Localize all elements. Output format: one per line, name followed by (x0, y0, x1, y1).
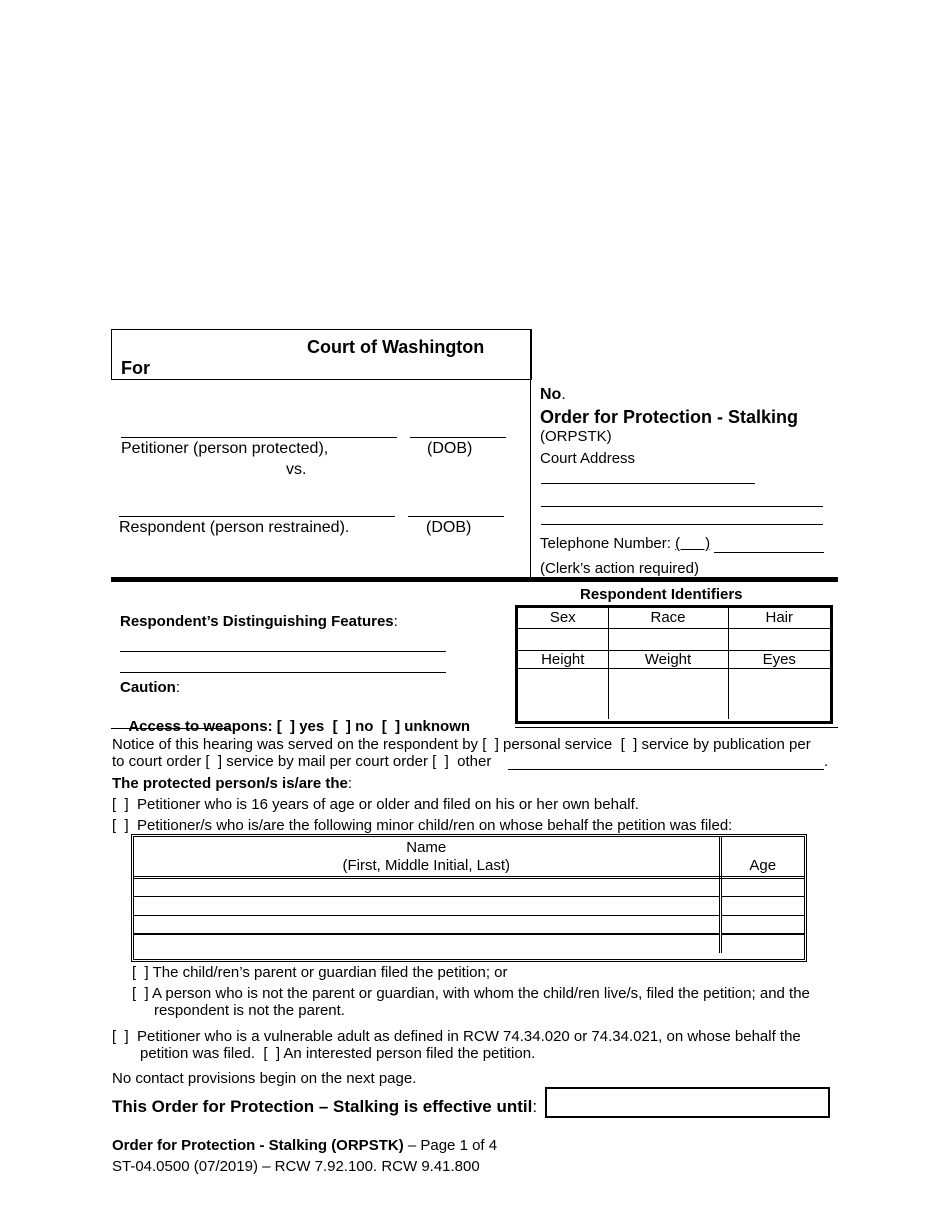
identifiers-bottom-rule (515, 727, 838, 728)
features-bottom-rule (111, 728, 231, 729)
identifiers-title: Respondent Identifiers (580, 586, 743, 603)
child-name-cell[interactable] (134, 896, 720, 915)
weapons-label: Access to weapons (128, 718, 268, 735)
children-table (134, 837, 804, 953)
order-title: Order for Protection - Stalking (540, 407, 799, 427)
protected-option-1[interactable]: [ ] Petitioner who is 16 years of age or older and filed on his or her own behalf. (112, 796, 639, 813)
hair-value[interactable] (728, 628, 830, 650)
child-age-cell[interactable] (720, 934, 804, 953)
protected-heading-label: The protected person/s is/are the (112, 775, 348, 792)
caution-colon: : (175, 679, 180, 696)
case-number (540, 386, 566, 404)
height-header: Height (518, 650, 608, 668)
children-row (134, 934, 804, 953)
children-name-sublabel: (First, Middle Initial, Last) (342, 857, 511, 874)
petitioner-dob-label: (DOB) (427, 440, 473, 457)
respondent-name-line[interactable] (119, 516, 395, 517)
caption-divider (111, 379, 531, 380)
protected-option-3-line-2[interactable]: petition was filed. [ ] An interested person filed the petition. (140, 1045, 536, 1062)
identifiers-box (515, 605, 833, 724)
protected-option-2[interactable]: [ ] Petitioner/s who is/are the following minor child/ren on whose behalf the petition was filed: (112, 817, 733, 834)
effective-until-colon: : (532, 1097, 538, 1116)
children-name-label: Name (406, 839, 447, 856)
protected-heading-colon: : (347, 775, 353, 792)
child-name-cell[interactable] (134, 877, 720, 896)
respondent-dob-label: (DOB) (426, 519, 472, 536)
notice-line-1: Notice of this hearing was served on the respondent by [ ] personal service [ ] service by publication per (112, 736, 811, 753)
case-number-dot: . (561, 386, 566, 403)
case-number-label: No (540, 386, 562, 403)
court-address-line-1[interactable] (541, 483, 755, 484)
court-title: Court of Washington (307, 337, 485, 357)
hair-header: Hair (728, 608, 830, 628)
telephone-row (540, 535, 710, 552)
notice-other-line[interactable] (508, 769, 824, 770)
child-age-cell[interactable] (720, 896, 804, 915)
children-row (134, 896, 804, 915)
identifiers-value-row-1 (518, 628, 830, 650)
features-colon: : (393, 613, 398, 630)
petitioner-label: Petitioner (person protected), (121, 440, 329, 457)
children-age-header: Age (720, 837, 804, 877)
child-name-cell[interactable] (134, 915, 720, 934)
children-row (134, 915, 804, 934)
respondent-label: Respondent (person restrained). (119, 519, 350, 536)
features-line-2[interactable] (120, 672, 446, 673)
caution-heading (120, 679, 180, 696)
eyes-value[interactable] (728, 668, 830, 719)
respondent-dob-line[interactable] (408, 516, 504, 517)
race-header: Race (608, 608, 728, 628)
order-code: (ORPSTK) (540, 428, 612, 445)
effective-until-row (112, 1097, 537, 1117)
children-table-box (131, 834, 807, 962)
children-row (134, 877, 804, 896)
height-value[interactable] (518, 668, 608, 719)
caution-label: Caution (120, 679, 176, 696)
sex-value[interactable] (518, 628, 608, 650)
telephone-label: Telephone Number: (540, 535, 671, 552)
petitioner-dob-line[interactable] (410, 437, 506, 438)
child-name-cell[interactable] (134, 934, 720, 953)
footer-form-ref: ST-04.0500 (07/2019) – RCW 7.92.100. RCW 9.41.800 (112, 1158, 480, 1175)
weapons-options[interactable]: : [ ] yes [ ] no [ ] unknown (267, 718, 471, 735)
features-line-1[interactable] (120, 651, 446, 652)
court-address-label: Court Address (540, 450, 636, 467)
notice-period: . (824, 753, 829, 770)
identifiers-table (518, 608, 830, 719)
eyes-header: Eyes (728, 650, 830, 668)
vs-label: vs. (286, 461, 307, 478)
caption-vertical-divider (530, 329, 531, 579)
no-contact-note: No contact provisions begin on the next page. (112, 1070, 417, 1087)
telephone-area-code: ( ) (675, 535, 711, 552)
sex-header: Sex (518, 608, 608, 628)
court-address-line-3[interactable] (541, 524, 823, 525)
footer-title-row (112, 1137, 497, 1154)
for-label: For (121, 358, 150, 378)
features-heading (120, 613, 398, 630)
clerk-action-note: (Clerk’s action required) (540, 560, 699, 577)
children-header-row (134, 837, 804, 877)
weapons-row (120, 701, 470, 735)
identifiers-header-row-2 (518, 650, 830, 668)
child-age-cell[interactable] (720, 915, 804, 934)
weight-value[interactable] (608, 668, 728, 719)
caption-bottom-rule (111, 577, 838, 582)
identifiers-header-row-1 (518, 608, 830, 628)
effective-until-label: This Order for Protection – Stalking is effective until (112, 1097, 533, 1116)
child-age-cell[interactable] (720, 877, 804, 896)
sub-option-1[interactable]: [ ] The child/ren’s parent or guardian filed the petition; or (132, 964, 508, 981)
protected-heading (112, 775, 352, 792)
sub-option-2-line-2: respondent is not the parent. (154, 1002, 345, 1019)
weight-header: Weight (608, 650, 728, 668)
effective-until-box[interactable] (545, 1087, 830, 1118)
court-address-line-2[interactable] (541, 506, 823, 507)
notice-line-2: to court order [ ] service by mail per court order [ ] other (112, 753, 492, 770)
footer-title: Order for Protection - Stalking (ORPSTK) (112, 1137, 404, 1154)
identifiers-value-row-2 (518, 668, 830, 719)
race-value[interactable] (608, 628, 728, 650)
petitioner-name-line[interactable] (121, 437, 397, 438)
protected-option-3-line-1[interactable]: [ ] Petitioner who is a vulnerable adult as defined in RCW 74.34.020 or 74.34.021, on whose behalf the (112, 1028, 801, 1045)
telephone-line[interactable] (714, 552, 824, 553)
footer-page: – Page 1 of 4 (403, 1137, 498, 1154)
children-name-header (134, 837, 720, 877)
sub-option-2-line-1[interactable]: [ ] A person who is not the parent or guardian, with whom the child/ren live/s, filed the petition; and the (132, 985, 810, 1002)
features-label: Respondent’s Distinguishing Features (120, 613, 394, 630)
